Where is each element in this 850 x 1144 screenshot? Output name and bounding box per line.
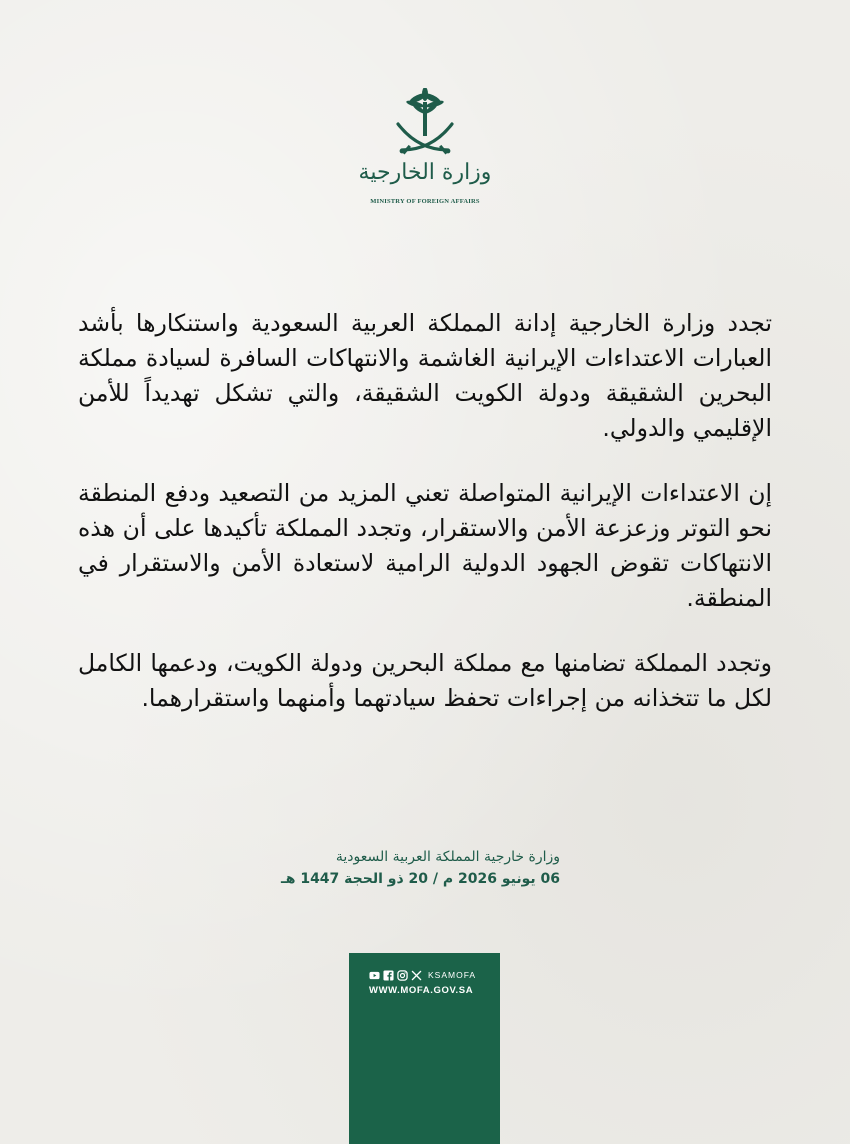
issue-date: 06 يونيو 2026 م / 20 ذو الحجة 1447 هـ xyxy=(280,871,560,887)
statement-paragraph-1: تجدد وزارة الخارجية إدانة المملكة العربية السعودية واستنكارها بأشد العبارات الاعتداءات الإيرانية الغاشمة والانتهاكات السافرة لسيادة مملكة البحرين الشقيقة ودولة الكويت الشقيقة، والتي تشكل تهديداً للأمن الإقليمي والدولي. xyxy=(78,309,772,442)
website-link[interactable]: WWW.MOFA.GOV.SA xyxy=(369,985,474,996)
signature-block xyxy=(250,846,560,890)
issuer-name: وزارة خارجية المملكة العربية السعودية xyxy=(335,849,560,865)
social-handle: KSAMOFA xyxy=(428,970,477,980)
instagram-icon[interactable] xyxy=(397,970,408,981)
youtube-icon[interactable] xyxy=(369,970,380,981)
statement-paragraph-3: وتجدد المملكة تضامنها مع مملكة البحرين ودولة الكويت، ودعمها الكامل لكل ما تتخذانه من إجراءات تحفظ سيادتهما وأمنهما واستقرارهما. xyxy=(78,649,772,712)
facebook-icon[interactable] xyxy=(383,970,394,981)
social-links xyxy=(369,969,476,981)
x-icon[interactable] xyxy=(411,970,422,981)
footer-bar xyxy=(349,953,500,1144)
statement-paragraph-2: إن الاعتداءات الإيرانية المتواصلة تعني المزيد من التصعيد ودفع المنطقة نحو التوتر وزعزعة الأمن والاستقرار، وتجدد المملكة تأكيدها على أن هذه الانتهاكات تقوض الجهود الدولية الرامية لاستعادة الأمن والاستقرار في المنطقة. xyxy=(78,479,772,612)
statement-body xyxy=(78,306,772,746)
emblem-icon xyxy=(388,88,462,160)
ministry-name-english: MINISTRY OF FOREIGN AFFAIRS xyxy=(370,198,480,205)
ministry-name-arabic: وزارة الخارجية xyxy=(358,160,492,185)
ministry-logo xyxy=(352,88,498,214)
